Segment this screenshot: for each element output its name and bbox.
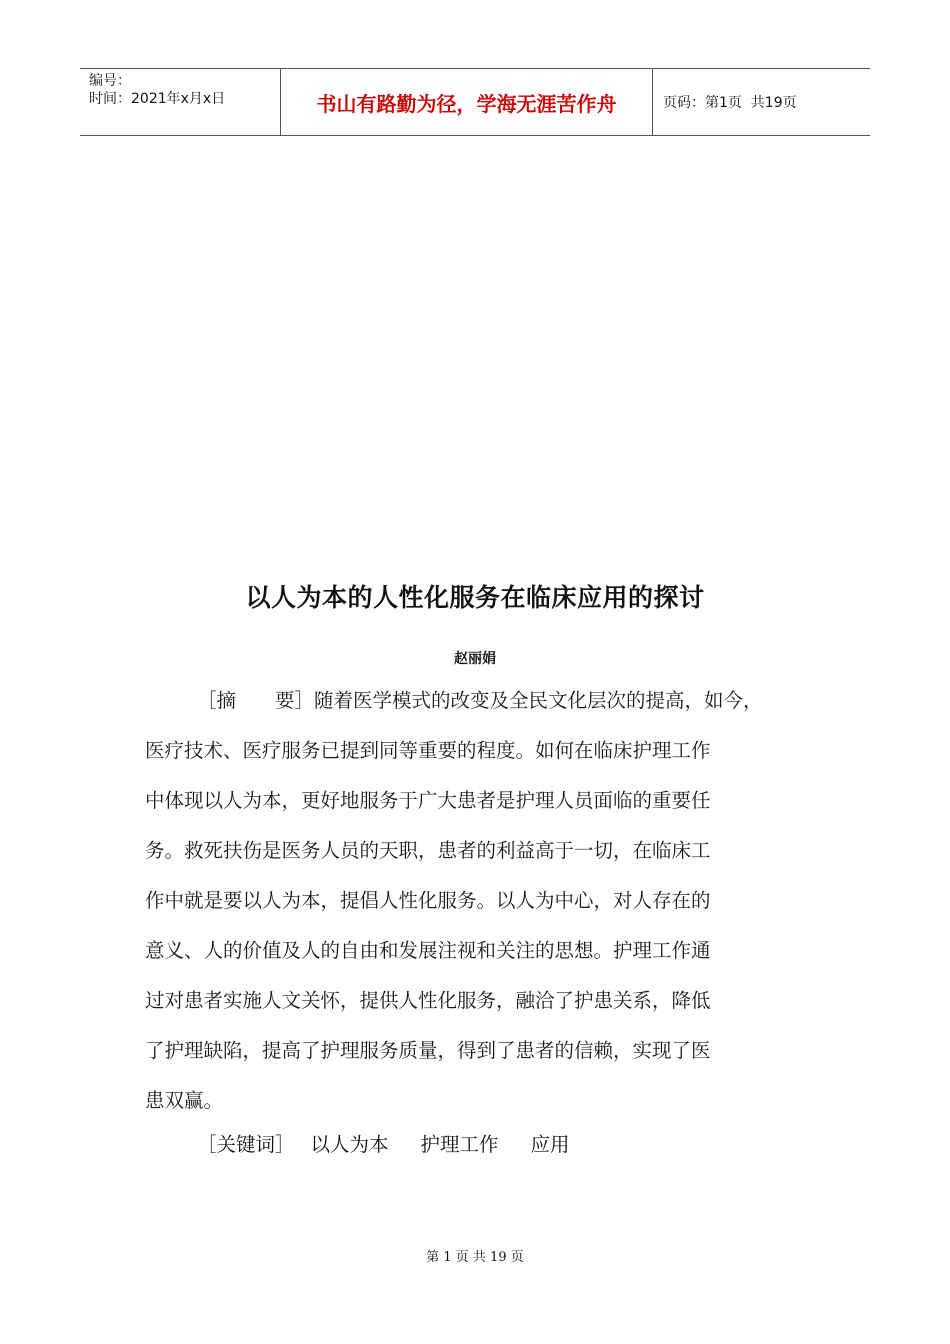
time-label: 时间：2021年x月x日 bbox=[89, 91, 226, 107]
abstract-line: 过对患者实施人文关怀，提供人性化服务，融洽了护患关系，降低 bbox=[145, 989, 711, 1012]
header-page-info bbox=[653, 69, 870, 135]
abstract-line: 随着医学模式的改变及全民文化层次的提高，如今， bbox=[314, 689, 763, 712]
abstract-block bbox=[145, 676, 825, 1126]
document-title: 以人为本的人性化服务在临床应用的探讨 bbox=[245, 583, 705, 612]
footer-page-number: 第 1 页 共 19 页 bbox=[426, 1250, 524, 1265]
abstract-line: 作中就是要以人为本，提倡人性化服务。以人为中心，对人存在的 bbox=[145, 889, 711, 912]
abstract-line: 中体现以人为本，更好地服务于广大患者是护理人员面临的重要任 bbox=[145, 789, 711, 812]
page-info-text: 页码：第1页 共19页 bbox=[663, 95, 797, 111]
header-meta bbox=[80, 69, 281, 135]
keywords-block bbox=[197, 1120, 570, 1170]
number-label: 编号： bbox=[89, 73, 131, 89]
page-footer bbox=[0, 1246, 950, 1265]
abstract-line: 意义、人的价值及人的自由和发展注视和关注的思想。护理工作通 bbox=[145, 939, 711, 962]
abstract-first-line bbox=[145, 676, 825, 726]
keyword-item: 以人为本 bbox=[310, 1133, 389, 1156]
abstract-label: ［摘 要］ bbox=[197, 689, 315, 712]
header-motto: 书山有路勤为径，学海无涯苦作舟 bbox=[281, 69, 653, 135]
abstract-line: 了护理缺陷，提高了护理服务质量，得到了患者的信赖，实现了医 bbox=[145, 1039, 711, 1062]
author-name: 赵丽娟 bbox=[454, 651, 496, 667]
abstract-line: 患双赢。 bbox=[145, 1089, 224, 1112]
keyword-item: 应用 bbox=[530, 1133, 570, 1156]
keywords-label: ［关键词］ bbox=[197, 1133, 295, 1156]
abstract-line: 医疗技术、医疗服务已提到同等重要的程度。如何在临床护理工作 bbox=[145, 739, 711, 762]
abstract-line: 务。救死扶伤是医务人员的天职，患者的利益高于一切，在临床工 bbox=[145, 839, 711, 862]
keyword-item: 护理工作 bbox=[420, 1133, 499, 1156]
document-header bbox=[80, 68, 870, 136]
